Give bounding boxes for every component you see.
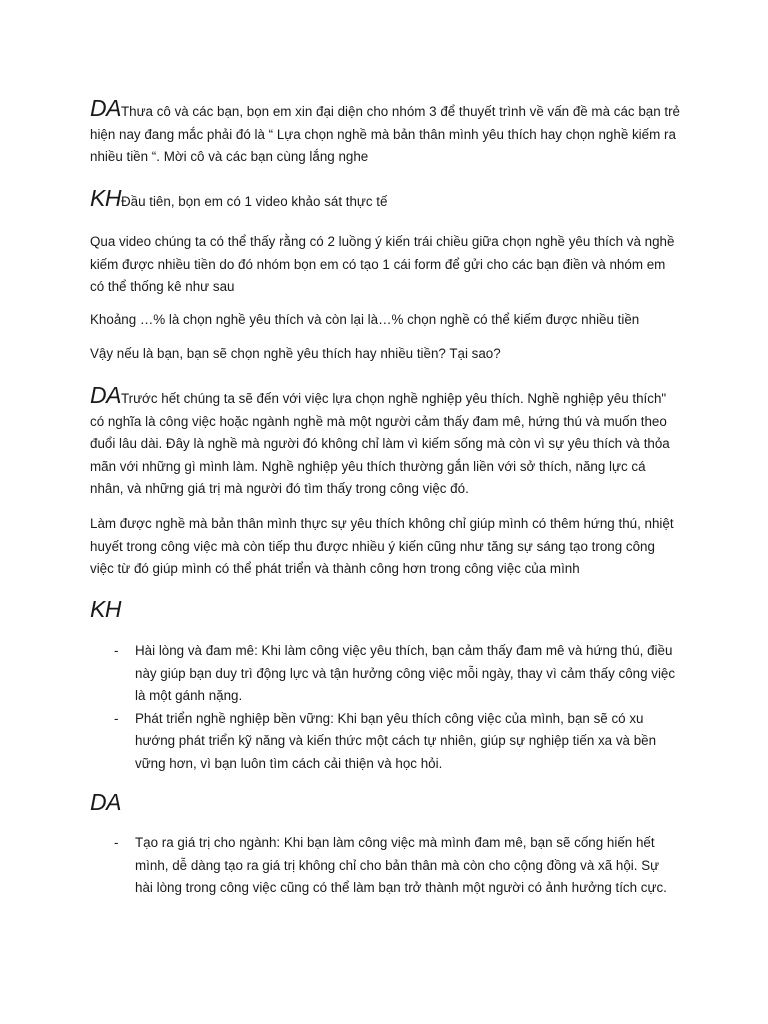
list-item: [90, 640, 680, 708]
list-item: [90, 832, 680, 900]
bullet-dash: -: [114, 835, 119, 850]
speaker-label: DA: [90, 382, 121, 408]
list-item-text: Phát triển nghề nghiệp bền vững: Khi bạn yêu thích công việc của mình, bạn sẽ có xu hướng phát triển kỹ năng và kiến thức một cách tự nhiên, giúp sự nghiệp tiến xa và bền vững hơn, vì bạn luôn tìm cách cải thiện và học hỏi.: [135, 710, 657, 771]
speaker-label: KH: [90, 185, 121, 211]
paragraph-question: Vậy nếu là bạn, bạn sẽ chọn nghề yêu thích hay nhiều tiền? Tại sao?: [90, 346, 501, 361]
paragraph-video: [90, 187, 680, 214]
list-item-text: Tạo ra giá trị cho ngành: Khi bạn làm công việc mà mình đam mê, bạn sẽ cống hiến hết mình, dễ dàng tạo ra giá trị không chỉ cho bản thân mà còn cho cộng đồng và xã hội. Sự hài lòng trong công việc cũng có thể làm bạn trở thành một người có ảnh hưởng tích cực.: [135, 835, 667, 896]
paragraph-text: Thưa cô và các bạn, bọn em xin đại diện cho nhóm 3 để thuyết trình về vấn đề mà các bạn trẻ hiện nay đang mắc phải đó là “ Lựa chọn nghề mà bản thân mình yêu thích hay chọn nghề kiếm ra nhiều tiền “. Mời cô và các bạn cùng lắng nghe: [90, 104, 681, 165]
paragraph-benefits: Làm được nghề mà bản thân mình thực sự yêu thích không chỉ giúp mình có thêm hứng thú, nhiệt huyết trong công việc mà còn tiếp thu được nhiều ý kiến cũng như tăng sự sáng tạo trong công việc từ đó giúp mình có thể phát triển và thành công hơn trong công việc của mình: [90, 516, 674, 577]
paragraph-survey: Qua video chúng ta có thể thấy rằng có 2 luồng ý kiến trái chiều giữa chọn nghề yêu thích và nghề kiếm được nhiều tiền do đó nhóm bọn em có tạo 1 cái form để gửi cho các bạn điền và nhóm em có thể thống kê như sau: [90, 234, 675, 295]
paragraph-favorite-career: [90, 384, 680, 501]
bullet-dash: -: [114, 710, 119, 726]
bullet-list-2: [90, 832, 680, 900]
speaker-heading-da: DA: [90, 789, 121, 815]
paragraph-statistics: Khoảng …% là chọn nghề yêu thích và còn lại là…% chọn nghề có thể kiếm được nhiều tiền: [90, 312, 640, 327]
paragraph-text: Đầu tiên, bọn em có 1 video khảo sát thực tế: [120, 194, 388, 209]
speaker-label: DA: [90, 95, 121, 121]
bullet-list-1: [90, 640, 680, 776]
speaker-heading-kh: KH: [90, 596, 121, 622]
paragraph-text: Trước hết chúng ta sẽ đến với việc lựa chọn nghề nghiệp yêu thích. Nghề nghiệp yêu thích" có nghĩa là công việc hoặc ngành nghề mà một người cảm thấy đam mê, hứng thú và muốn theo đuổi lâu dài. Đây là nghề mà người đó không chỉ làm vì kiếm sống mà còn vì sự yêu thích và thỏa mãn với những gì mình làm. Nghề nghiệp yêu thích thường gắn liền với sở thích, năng lực cá nhân, và những giá trị mà người đó tìm thấy trong công việc đó.: [90, 391, 670, 497]
list-item: [90, 708, 680, 776]
bullet-dash: -: [114, 643, 119, 658]
paragraph-intro: [90, 97, 680, 169]
list-item-text: Hài lòng và đam mê: Khi làm công việc yêu thích, bạn cảm thấy đam mê và hứng thú, điều này giúp bạn duy trì động lực và tận hưởng công việc mỗi ngày, thay vì cảm thấy công việc là một gánh nặng.: [135, 643, 676, 704]
